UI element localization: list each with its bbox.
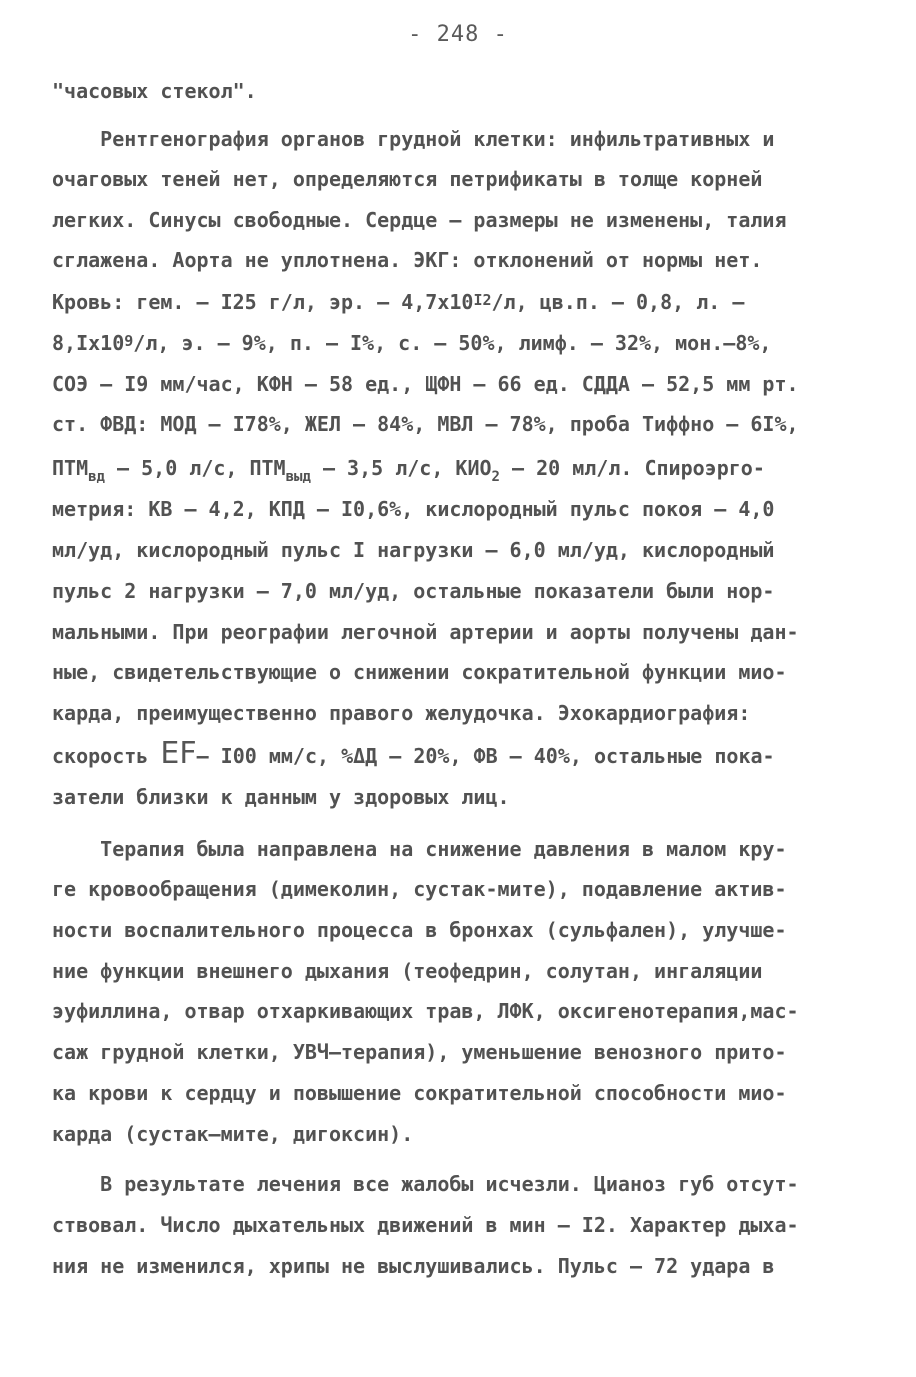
text-fragment: Кровь: гем. – I25 г/л, эр. – 4,7x10 [52, 290, 474, 314]
text-fragment: ПТМ [52, 456, 89, 480]
text-fragment: /л, э. – 9%, п. – I%, с. – 50%, лимф. – 32%, мон.–8%, [133, 331, 772, 355]
text-line [52, 289, 744, 315]
text-line: ствовал. Число дыхательных движений в мин – I2. Характер дыха- [52, 1213, 799, 1237]
subscript: 2 [491, 469, 500, 485]
text-line: "часовых стекол". [52, 79, 257, 103]
text-fragment: – 20 мл/л. Спироэрго- [499, 456, 765, 480]
text-line: СОЭ – I9 мм/час, КФН – 58 ед., ЩФН – 66 ед. СДДА – 52,5 мм рт. [52, 372, 799, 396]
text-line: пульс 2 нагрузки – 7,0 мл/уд, остальные показатели были нор- [52, 579, 775, 603]
text-line: Рентгенография органов грудной клетки: инфильтративных и [52, 127, 775, 151]
text-fragment: 8,Ix10 [52, 331, 125, 355]
superscript: I2 [473, 291, 492, 309]
text-line [52, 736, 775, 771]
text-fragment: /л, цв.п. – 0,8, л. – [491, 290, 745, 314]
text-line: ге кровообращения (димеколин, сустак-мите), подавление актив- [52, 877, 787, 901]
text-line: мл/уд, кислородный пульс I нагрузки – 6,0 мл/уд, кислородный [52, 538, 775, 562]
text-fragment: – 5,0 л/с, ПТМ [104, 456, 286, 480]
text-line: сглажена. Аорта не уплотнена. ЭКГ: отклонений от нормы нет. [52, 248, 763, 272]
handwritten-ef-label: EF [160, 736, 197, 771]
subscript: вд [88, 469, 105, 485]
text-line: карда, преимущественно правого желудочка. Эхокардиография: [52, 701, 751, 725]
text-line: ния не изменился, хрипы не выслушивались. Пульс – 72 удара в [52, 1254, 775, 1278]
text-line: затели близки к данным у здоровых лиц. [52, 785, 510, 809]
text-line: очаговых теней нет, определяются петрификаты в толще корней [52, 167, 763, 191]
text-line: ные, свидетельствующие о снижении сократительной функции мио- [52, 660, 787, 684]
text-line: Терапия была направлена на снижение давления в малом кру- [52, 837, 787, 861]
text-fragment: – 3,5 л/с, КИО [310, 456, 492, 480]
text-line: ние функции внешнего дыхания (теофедрин, солутан, ингаляции [52, 959, 763, 983]
text-line: В результате лечения все жалобы исчезли. Цианоз губ отсут- [52, 1172, 799, 1196]
text-line: саж грудной клетки, УВЧ–терапия), уменьшение венозного прито- [52, 1040, 787, 1064]
subscript: выд [285, 469, 311, 485]
text-line: мальными. При реографии легочной артерии и аорты получены дан- [52, 620, 799, 644]
text-line: ности воспалительного процесса в бронхах (сульфален), улучше- [52, 918, 787, 942]
text-line: эуфиллина, отвар отхаркивающих трав, ЛФК, оксигенотерапия,мас- [52, 999, 799, 1023]
text-line: легких. Синусы свободные. Сердце – размеры не изменены, талия [52, 208, 787, 232]
text-line: ст. ФВД: МОД – I78%, ЖЕЛ – 84%, МВЛ – 78%, проба Тиффно – 6I%, [52, 412, 799, 436]
text-fragment: скорость [52, 744, 161, 768]
text-line: карда (сустак–мите, дигоксин). [52, 1122, 414, 1146]
page-number: - 248 - [408, 22, 508, 47]
text-line: метрия: КВ – 4,2, КПД – I0,6%, кислородный пульс покоя – 4,0 [52, 497, 775, 521]
text-fragment: – I00 мм/с, %ΔД – 20%, ФВ – 40%, остальные пока- [196, 744, 775, 768]
text-line: ка крови к сердцу и повышение сократительной способности мио- [52, 1081, 787, 1105]
superscript: 9 [124, 332, 134, 350]
text-line [52, 330, 771, 356]
text-line [52, 455, 765, 485]
